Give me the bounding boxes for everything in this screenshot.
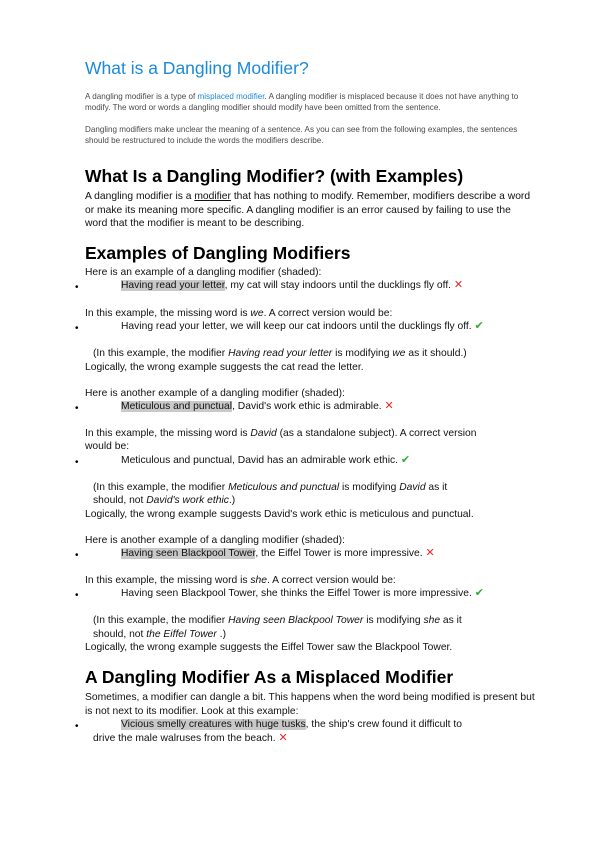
section3-wrong-sentence: Vicious smelly creatures with huge tusks, the ship's crew found it difficult to bbox=[121, 719, 462, 730]
check-mark-icon: ✔ bbox=[474, 320, 484, 332]
wrong-mark-icon: ✕ bbox=[278, 732, 288, 744]
ex3-missing-word: In this example, the missing word is she. A correct version would be: bbox=[85, 575, 396, 586]
ex3-correct-sentence: Having seen Blackpool Tower, she thinks the Eiffel Tower is more impressive. ✔ bbox=[121, 587, 484, 599]
misplaced-modifier-link[interactable]: misplaced modifier bbox=[197, 92, 265, 101]
modifier-term: modifier bbox=[194, 191, 231, 202]
ex2-wrong-sentence: Meticulous and punctual, David's work ethic is admirable. ✕ bbox=[121, 400, 394, 412]
bullet-marker: • bbox=[75, 282, 79, 293]
ex3-note-line2: should, not the Eiffel Tower .) bbox=[93, 629, 226, 640]
dangling-modifier-highlight: Having seen Blackpool Tower bbox=[121, 548, 256, 559]
ex3-intro: Here is another example of a dangling modifier (shaded): bbox=[85, 535, 345, 546]
ex1-wrong-sentence: Having read your letter, my cat will stay indoors until the ducklings fly off. ✕ bbox=[121, 279, 464, 291]
ex1-logic: Logically, the wrong example suggests the cat read the letter. bbox=[85, 362, 364, 373]
ex1-correct-sentence: Having read your letter, we will keep our cat indoors until the ducklings fly off. ✔ bbox=[121, 320, 484, 332]
wrong-mark-icon: ✕ bbox=[425, 547, 435, 559]
section-heading-misplaced: A Dangling Modifier As a Misplaced Modifier bbox=[85, 667, 454, 687]
ex2-correct-sentence: Meticulous and punctual, David has an admirable work ethic. ✔ bbox=[121, 454, 411, 466]
ex2-intro: Here is another example of a dangling modifier (shaded): bbox=[85, 388, 345, 399]
dangling-modifier-highlight: Vicious smelly creatures with huge tusks bbox=[121, 719, 306, 730]
ex2-logic: Logically, the wrong example suggests David's work ethic is meticulous and punctual. bbox=[85, 509, 474, 520]
ex3-wrong-sentence: Having seen Blackpool Tower, the Eiffel Tower is more impressive. ✕ bbox=[121, 547, 435, 559]
bullet-marker: • bbox=[75, 403, 79, 414]
ex1-intro: Here is an example of a dangling modifier (shaded): bbox=[85, 267, 322, 278]
section1-paragraph: A dangling modifier is a modifier that has nothing to modify. Remember, modifiers describe a word or make its meaning more specific. A dangling modifier is an error caused by failing to use the word that the modifier is meant to be describing. bbox=[85, 191, 531, 230]
section-heading-examples: Examples of Dangling Modifiers bbox=[85, 243, 351, 263]
dangling-modifier-highlight: Having read your letter bbox=[121, 280, 225, 291]
bullet-marker: • bbox=[75, 550, 79, 561]
ex2-note-line2: should, not David's work ethic.) bbox=[93, 495, 236, 506]
intro-paragraph-1: A dangling modifier is a type of misplaced modifier. A dangling modifier is misplaced because it does not have anything to modify. The word or words a dangling modifier should modify have been omitted from the sentence. bbox=[85, 92, 519, 112]
ex2-missing-word: In this example, the missing word is David (as a standalone subject). A correct version bbox=[85, 428, 477, 439]
ex3-note: (In this example, the modifier Having seen Blackpool Tower is modifying she as it bbox=[93, 615, 462, 626]
intro-paragraph-2: Dangling modifiers make unclear the meaning of a sentence. As you can see from the following examples, the sentences should be restructured to include the words the modifiers describe. bbox=[85, 125, 518, 145]
bullet-marker: • bbox=[75, 457, 79, 468]
check-mark-icon: ✔ bbox=[400, 454, 411, 466]
bullet-marker: • bbox=[75, 721, 79, 732]
page-title: What is a Dangling Modifier? bbox=[85, 58, 309, 78]
bullet-marker: • bbox=[75, 590, 79, 601]
section3-paragraph: Sometimes, a modifier can dangle a bit. This happens when the word being modified is present but is not next to its modifier. Look at this example: bbox=[85, 692, 535, 717]
dangling-modifier-highlight: Meticulous and punctual bbox=[121, 401, 233, 412]
section-heading-what-is: What Is a Dangling Modifier? (with Examples) bbox=[85, 166, 464, 186]
wrong-mark-icon: ✕ bbox=[453, 279, 464, 291]
ex1-missing-word: In this example, the missing word is we. A correct version would be: bbox=[85, 308, 393, 319]
section3-wrong-sentence-line2: drive the male walruses from the beach. ✕ bbox=[93, 732, 288, 744]
ex3-logic: Logically, the wrong example suggests the Eiffel Tower saw the Blackpool Tower. bbox=[85, 642, 453, 653]
bullet-marker: • bbox=[75, 323, 79, 334]
ex2-missing-word-line2: would be: bbox=[85, 441, 130, 452]
check-mark-icon: ✔ bbox=[474, 587, 484, 599]
wrong-mark-icon: ✕ bbox=[384, 400, 394, 412]
ex1-note: (In this example, the modifier Having read your letter is modifying we as it should.) bbox=[93, 348, 467, 359]
ex2-note: (In this example, the modifier Meticulous and punctual is modifying David as it bbox=[93, 482, 448, 493]
